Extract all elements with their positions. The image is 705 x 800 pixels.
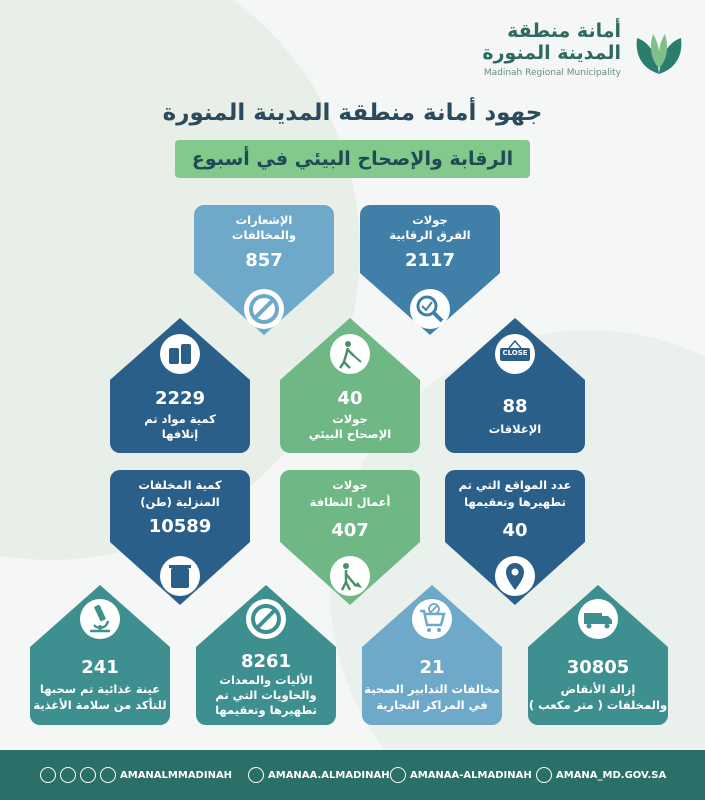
tile-label: المنزلية (طن) [140,495,220,509]
tile-label: أعمال النظافة [309,495,391,509]
close-sign-icon [491,330,539,378]
footer-instagram-handle[interactable]: AMANAA.ALMADINAH [268,769,390,781]
tile-label: والمخالفات [231,228,297,242]
tile-value: 241 [81,657,119,678]
tile-label: في المراكز التجارية [376,698,488,712]
tile-food-samples [30,585,170,725]
sprayer-worker-icon [326,330,374,378]
twitter-icon[interactable] [60,767,76,783]
tile-label: مخالفات التدابير الصحية [364,682,500,696]
tile-label: الفرق الرقابية [389,228,471,242]
tile-label: جولات [332,412,368,426]
logo-english: Madinah Regional Municipality [483,68,621,78]
tile-value: 40 [337,388,363,409]
footer-social-handle[interactable]: AMANALMMADINAH [120,769,233,781]
logo-arabic-line2: المدينة المنورة [482,42,621,64]
tile-value: 857 [245,250,283,271]
close-sign-text: CLOSE [502,349,528,357]
tile-value: 407 [331,520,369,541]
tile-materials-destroyed [110,318,250,453]
tile-label: إزالة الأنقاض [560,682,636,696]
footer-instagram[interactable] [248,767,390,783]
tile-label: الإشعارات [235,213,293,227]
facebook-icon[interactable] [40,767,56,783]
tile-value: 2117 [404,250,456,271]
tile-label: إتلافها [161,427,199,441]
instagram-icon[interactable] [248,767,264,783]
tile-value: 88 [502,396,528,417]
tile-equipment-sanitized [196,585,336,725]
header-logo [387,18,687,88]
tile-value: 10589 [148,516,212,537]
tile-label: تطهيرها وتعقيمها [215,703,317,717]
youtube-icon[interactable] [80,767,96,783]
tile-value: 30805 [566,657,630,678]
logo-arabic-line1: أمانة منطقة [507,20,621,42]
shopping-cart-prohibited-icon [408,595,456,643]
tile-debris-removal [528,585,668,725]
truck-icon [574,595,622,643]
tile-label: عينة غذائية تم سحبها [39,682,161,696]
footer-snapchat[interactable] [390,767,532,783]
footer-bar [0,750,705,800]
tile-label: والمخلفات ( متر مكعب ) [528,698,668,712]
bottles-icon [156,330,204,378]
globe-icon[interactable] [536,767,552,783]
tile-label: تطهيرها وتعقيمها [464,495,566,509]
tile-control-rounds [360,205,500,335]
footer-snapchat-handle[interactable]: AMANAA-ALMADINAH [410,769,532,781]
tile-health-violations [362,585,502,725]
tile-violations [194,205,334,335]
footer-website[interactable] [536,767,666,783]
tile-label: الإغلاقات [488,422,542,436]
tile-label: كمية مواد تم [144,412,216,426]
tile-value: 40 [502,520,528,541]
tile-value: 21 [419,657,445,678]
microscope-icon [76,595,124,643]
tile-label: للتأكد من سلامة الأغذية [33,698,167,712]
tile-label: عدد المواقع التي تم [458,478,572,492]
tile-label: الإصحاح البيئي [308,427,392,441]
tile-closures [445,318,585,453]
prohibited-icon [242,595,290,643]
tile-label: والحاويات التي تم [215,688,317,702]
tile-value: 8261 [240,651,292,672]
municipality-logo-icon [631,24,687,80]
linkedin-icon[interactable] [100,767,116,783]
footer-social-group[interactable] [40,767,232,783]
tile-label: جولات [412,213,448,227]
page-subtitle: الرقابة والإصحاح البيئي في أسبوع [175,140,530,178]
tile-label: جولات [332,478,368,492]
tile-label: الأليات والمعدات [219,673,313,687]
tile-value: 2229 [154,388,206,409]
tile-label: كمية المخلفات [138,478,222,492]
tile-environmental-rounds [280,318,420,453]
footer-website-url[interactable]: AMANA_MD.GOV.SA [556,769,667,781]
snapchat-icon[interactable] [390,767,406,783]
page-title: جهود أمانة منطقة المدينة المنورة [162,100,543,126]
